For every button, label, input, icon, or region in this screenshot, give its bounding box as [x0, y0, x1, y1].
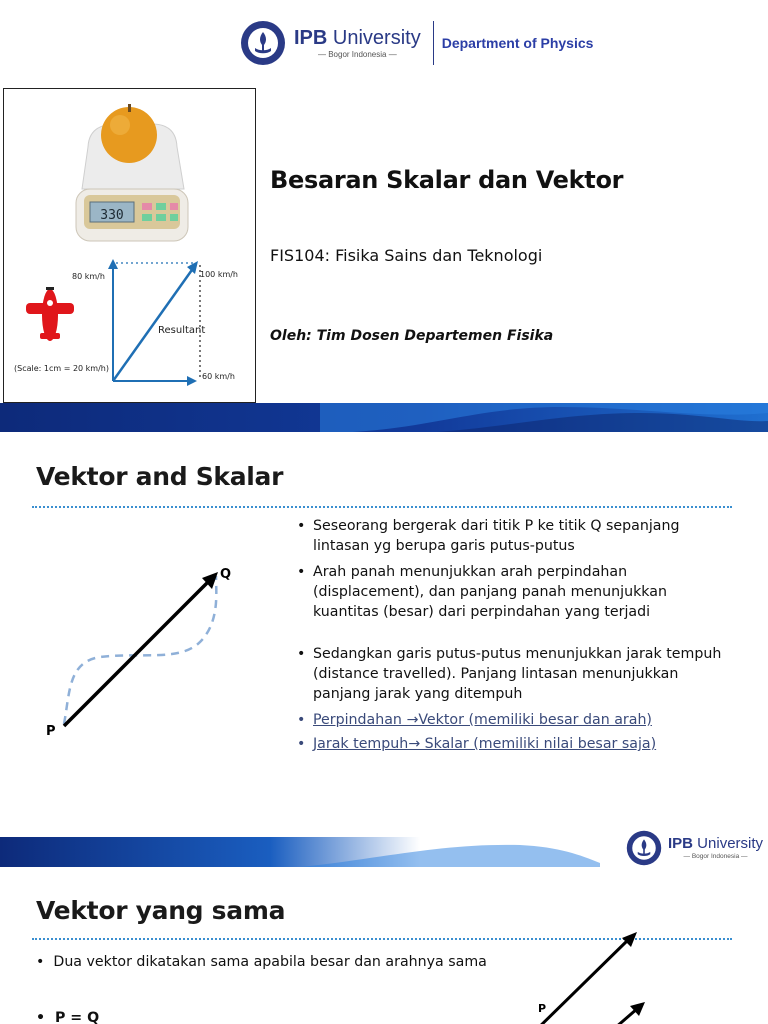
blue-wave-band	[0, 403, 768, 433]
equal-vectors-diagram	[500, 926, 660, 1024]
ipb-bold: IPB	[294, 26, 328, 49]
slide3-bullet-equation: • P = Q	[36, 1010, 100, 1024]
resultant-vector	[113, 267, 194, 381]
author-line: Oleh: Tim Dosen Departemen Fisika	[270, 328, 554, 344]
ipb-university-small: University	[693, 834, 764, 852]
slide3-header-logo	[626, 830, 763, 866]
slide2-heading: Vektor and Skalar	[36, 462, 284, 491]
explanation-list	[295, 516, 735, 758]
east-arrowhead	[187, 376, 197, 386]
ipb-university: University	[327, 26, 421, 49]
scale-display: 330	[100, 208, 124, 223]
bullet-path-description: • Seseorang bergerak dari titik P ke titik Q sepanjang lintasan yg berupa garis putus-putus	[295, 516, 735, 556]
label-east: 60 km/h	[202, 372, 235, 381]
slide3-bullet-definition: • Dua vektor dikatakan sama apabila besar dan arahnya sama	[36, 954, 487, 970]
distance-scalar-link[interactable]: Jarak tempuh→ Skalar (memiliki nilai besar saja)	[313, 736, 657, 752]
displacement-vector-link[interactable]: Perpindahan →Vektor (memiliki besar dan arah)	[313, 712, 652, 728]
course-name: FIS104: Fisika Sains dan Teknologi	[270, 246, 543, 265]
point-q-label: Q	[220, 567, 232, 582]
displacement-arrow	[64, 580, 210, 726]
slide3-bullet-definition-text: Dua vektor dikatakan sama apabila besar dan arahnya sama	[53, 954, 487, 970]
ipb-wordmark-small	[668, 836, 763, 861]
ipb-seal-icon	[240, 20, 286, 66]
label-north: 80 km/h	[72, 272, 105, 281]
heading-dotted-divider	[32, 506, 732, 508]
bullet-distance-travelled: • Sedangkan garis putus-putus menunjukkan jarak tempuh (distance travelled). Panjang lintasan menunjukkan panjang jarak yang ditempuh	[295, 644, 735, 704]
displacement-diagram	[40, 562, 240, 742]
point-p-label: P	[46, 724, 56, 739]
orange-icon	[101, 104, 157, 163]
bullet-displacement-vector[interactable]	[295, 710, 735, 730]
label-resultant: Resultant	[158, 325, 206, 336]
header-divider	[433, 21, 434, 65]
ipb-seal-icon-small	[626, 830, 662, 866]
airplane-icon	[26, 287, 74, 341]
bullet-arrow-displacement: • Arah panah menunjukkan arah perpindahan (displacement), dan panjang panah menunjukkan kuantitas (besar) dari perpindahan yang terjadi	[295, 562, 735, 622]
ipb-location: — Bogor Indonesia —	[317, 49, 397, 59]
ipb-bold-small: IPB	[668, 834, 694, 852]
vector-p-label: P	[538, 1002, 547, 1015]
north-arrowhead	[108, 259, 118, 269]
slide3-heading: Vektor yang sama	[36, 896, 286, 925]
label-scale: (Scale: 1cm = 20 km/h)	[14, 364, 109, 373]
title-illustration	[3, 88, 256, 403]
vector-scalar-slide	[0, 432, 768, 832]
ipb-wordmark	[294, 28, 421, 59]
label-resultant-speed: 100 km/h	[200, 270, 239, 279]
slide-title: Besaran Skalar dan Vektor	[270, 166, 624, 194]
ipb-location-small: — Bogor Indonesia —	[683, 852, 748, 860]
title-slide	[0, 0, 768, 432]
vector-q	[600, 1008, 638, 1024]
department-name: Department of Physics	[441, 35, 594, 51]
header-logo	[240, 18, 593, 68]
slide3-bullet-equation-text: P = Q	[54, 1010, 100, 1024]
bullet-distance-scalar[interactable]	[295, 734, 735, 754]
